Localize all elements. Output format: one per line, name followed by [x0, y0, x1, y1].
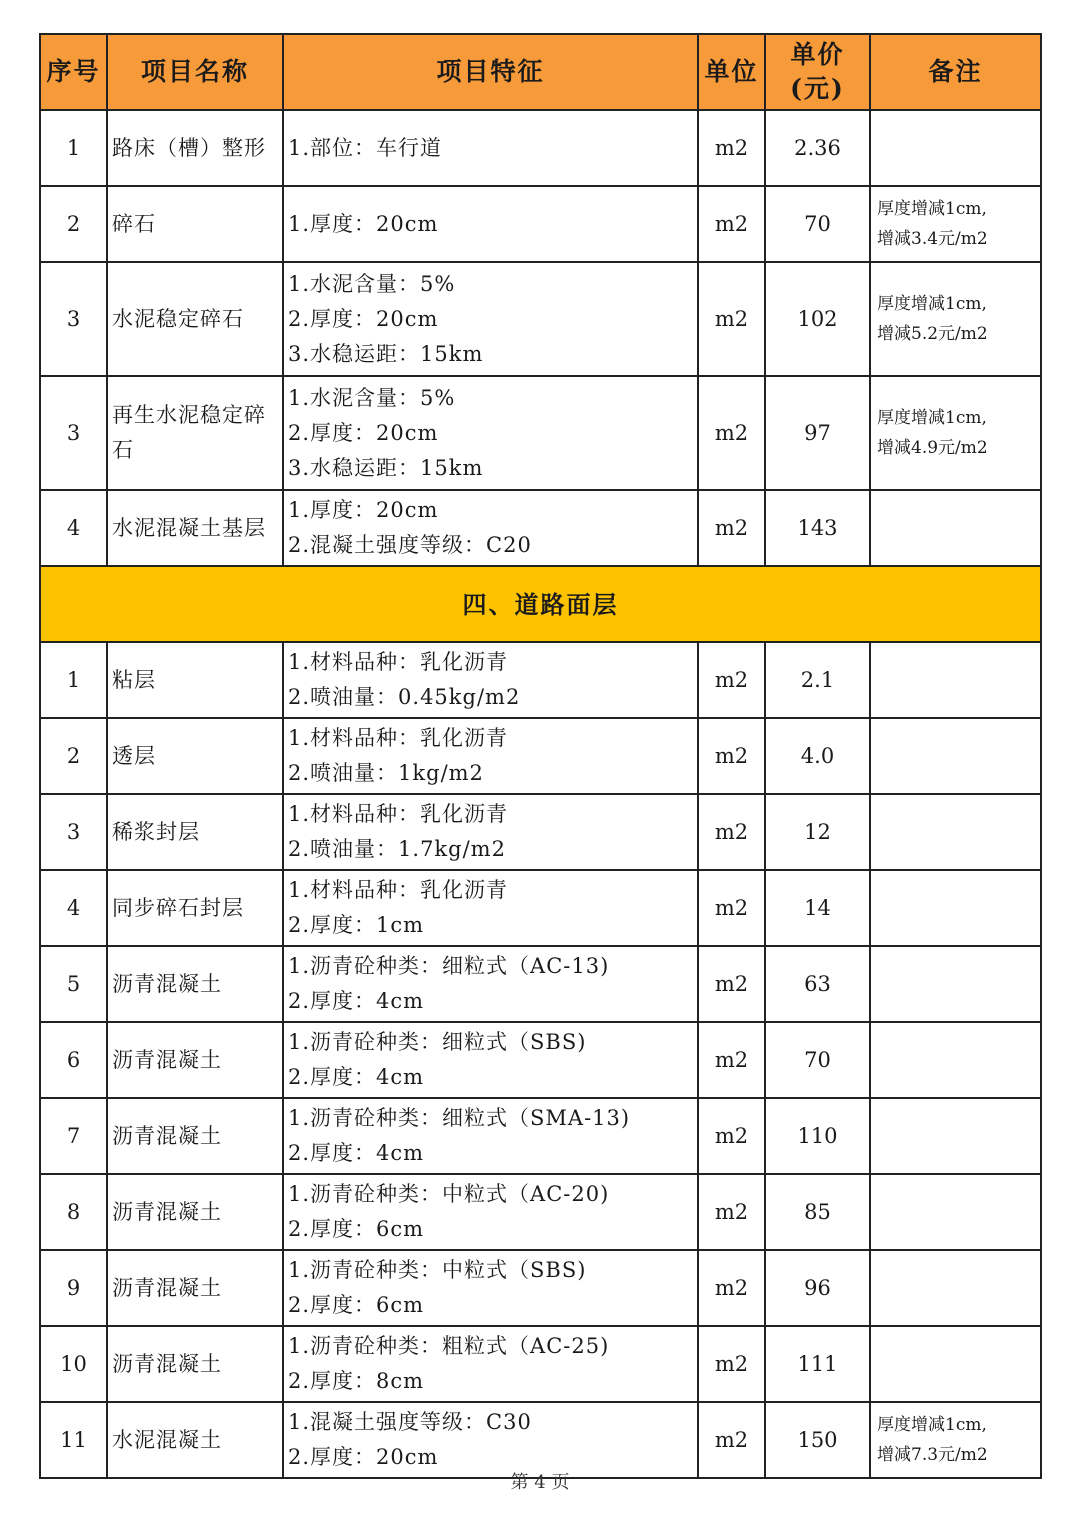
feature-line: 1.厚度：20cm — [288, 498, 439, 522]
row-no: 1 — [40, 110, 107, 186]
feature-line: 1.厚度：20cm — [288, 211, 439, 236]
note-line: 厚度增减1cm, — [877, 1415, 987, 1435]
row-no: 3 — [40, 376, 107, 490]
table-row — [40, 376, 1041, 490]
feature-line: 3.水稳运距：15km — [288, 341, 484, 366]
row-note — [870, 946, 1041, 1022]
row-note — [870, 870, 1041, 946]
table-row — [40, 110, 1041, 186]
feature-line: 1.水泥含量：5% — [288, 385, 456, 410]
row-name: 沥青混凝土 — [107, 1022, 283, 1098]
row-unit: m2 — [698, 718, 765, 794]
row-name: 稀浆封层 — [107, 794, 283, 870]
row-note — [870, 642, 1041, 718]
feature-line: 2.厚度：8cm — [288, 1369, 425, 1393]
row-price: 4.0 — [765, 718, 870, 794]
section-title: 四、道路面层 — [40, 566, 1041, 642]
feature-line: 2.厚度：20cm — [288, 306, 439, 331]
feature-line: 2.厚度：4cm — [288, 989, 425, 1013]
note-line: 厚度增减1cm, — [877, 294, 987, 314]
header-name: 项目名称 — [107, 34, 283, 110]
row-price: 70 — [765, 1022, 870, 1098]
row-name: 路床（槽）整形 — [107, 110, 283, 186]
row-features — [283, 1402, 698, 1478]
table-row — [40, 1250, 1041, 1326]
table-row — [40, 1402, 1041, 1478]
feature-line: 1.水泥含量：5% — [288, 271, 456, 296]
price-table — [39, 33, 1042, 1479]
row-price: 102 — [765, 262, 870, 376]
table-row — [40, 1326, 1041, 1402]
feature-line: 2.厚度：6cm — [288, 1293, 425, 1317]
feature-line: 2.厚度：1cm — [288, 913, 425, 937]
row-price: 12 — [765, 794, 870, 870]
row-note — [870, 110, 1041, 186]
row-note — [870, 262, 1041, 376]
row-name: 同步碎石封层 — [107, 870, 283, 946]
row-unit: m2 — [698, 1250, 765, 1326]
feature-line: 1.材料品种：乳化沥青 — [288, 802, 509, 826]
table-row — [40, 642, 1041, 718]
table-row — [40, 946, 1041, 1022]
feature-line: 1.沥青砼种类：细粒式（AC-13) — [288, 954, 610, 978]
row-name: 透层 — [107, 718, 283, 794]
row-unit: m2 — [698, 376, 765, 490]
row-price: 97 — [765, 376, 870, 490]
feature-line: 1.混凝土强度等级：C30 — [288, 1410, 532, 1434]
feature-line: 3.水稳运距：15km — [288, 455, 484, 480]
row-unit: m2 — [698, 186, 765, 262]
page-footer: 第 4 页 — [510, 1472, 570, 1493]
row-name: 沥青混凝土 — [107, 1098, 283, 1174]
row-name: 沥青混凝土 — [107, 1174, 283, 1250]
row-unit: m2 — [698, 870, 765, 946]
row-unit: m2 — [698, 1174, 765, 1250]
row-features — [283, 1174, 698, 1250]
header-price-line1: 单价 — [790, 40, 845, 69]
table-row — [40, 186, 1041, 262]
note-line: 增减3.4元/m2 — [877, 229, 988, 249]
row-price: 2.36 — [765, 110, 870, 186]
feature-line: 2.厚度：4cm — [288, 1065, 425, 1089]
note-line: 增减5.2元/m2 — [877, 324, 988, 344]
feature-line: 2.厚度：6cm — [288, 1217, 425, 1241]
feature-line: 2.厚度：4cm — [288, 1141, 425, 1165]
row-no: 2 — [40, 186, 107, 262]
row-unit: m2 — [698, 1326, 765, 1402]
row-no: 1 — [40, 642, 107, 718]
row-note — [870, 490, 1041, 566]
row-price: 150 — [765, 1402, 870, 1478]
row-note — [870, 794, 1041, 870]
note-line: 增减4.9元/m2 — [877, 438, 988, 458]
row-price: 70 — [765, 186, 870, 262]
row-no: 10 — [40, 1326, 107, 1402]
row-unit: m2 — [698, 642, 765, 718]
table-row — [40, 870, 1041, 946]
note-line: 厚度增减1cm, — [877, 199, 987, 219]
note-line: 厚度增减1cm, — [877, 408, 987, 428]
row-name: 水泥稳定碎石 — [107, 262, 283, 376]
feature-line: 2.混凝土强度等级：C20 — [288, 533, 532, 557]
row-no: 11 — [40, 1402, 107, 1478]
feature-line: 1.沥青砼种类：细粒式（SBS) — [288, 1030, 587, 1054]
header-price — [765, 34, 870, 110]
row-no: 2 — [40, 718, 107, 794]
feature-line: 2.厚度：20cm — [288, 1445, 439, 1469]
row-name: 再生水泥稳定碎石 — [107, 376, 283, 490]
table-body — [40, 110, 1041, 1478]
row-note — [870, 718, 1041, 794]
header-feature: 项目特征 — [283, 34, 698, 110]
table-row — [40, 1022, 1041, 1098]
row-note — [870, 186, 1041, 262]
row-features — [283, 186, 698, 262]
row-note — [870, 1098, 1041, 1174]
row-unit: m2 — [698, 1402, 765, 1478]
row-note — [870, 1402, 1041, 1478]
row-note — [870, 1174, 1041, 1250]
row-features — [283, 642, 698, 718]
row-features — [283, 946, 698, 1022]
row-name: 沥青混凝土 — [107, 1326, 283, 1402]
table-row — [40, 794, 1041, 870]
feature-line: 1.材料品种：乳化沥青 — [288, 650, 509, 674]
row-features — [283, 110, 698, 186]
row-unit: m2 — [698, 1022, 765, 1098]
row-name: 碎石 — [107, 186, 283, 262]
row-features — [283, 490, 698, 566]
row-no: 4 — [40, 870, 107, 946]
row-features — [283, 376, 698, 490]
row-no: 3 — [40, 794, 107, 870]
row-features — [283, 1098, 698, 1174]
row-features — [283, 1326, 698, 1402]
table-row — [40, 1174, 1041, 1250]
row-name: 水泥混凝土 — [107, 1402, 283, 1478]
note-line: 增减7.3元/m2 — [877, 1445, 988, 1465]
row-features — [283, 1250, 698, 1326]
row-price: 2.1 — [765, 642, 870, 718]
row-name: 沥青混凝土 — [107, 946, 283, 1022]
feature-line: 2.厚度：20cm — [288, 420, 439, 445]
row-note — [870, 1022, 1041, 1098]
row-price: 14 — [765, 870, 870, 946]
row-name: 沥青混凝土 — [107, 1250, 283, 1326]
feature-line: 1.材料品种：乳化沥青 — [288, 726, 509, 750]
row-features — [283, 794, 698, 870]
section-row — [40, 566, 1041, 642]
row-unit: m2 — [698, 490, 765, 566]
row-note — [870, 1250, 1041, 1326]
header-unit: 单位 — [698, 34, 765, 110]
row-unit: m2 — [698, 1098, 765, 1174]
row-no: 9 — [40, 1250, 107, 1326]
row-features — [283, 870, 698, 946]
row-note — [870, 376, 1041, 490]
row-no: 5 — [40, 946, 107, 1022]
row-no: 6 — [40, 1022, 107, 1098]
header-note: 备注 — [870, 34, 1041, 110]
row-features — [283, 262, 698, 376]
row-price: 85 — [765, 1174, 870, 1250]
header-no: 序号 — [40, 34, 107, 110]
feature-line: 1.沥青砼种类：中粒式（SBS) — [288, 1258, 587, 1282]
feature-line: 2.喷油量：1.7kg/m2 — [288, 837, 506, 861]
feature-line: 1.沥青砼种类：细粒式（SMA-13) — [288, 1106, 631, 1130]
feature-line: 1.沥青砼种类：粗粒式（AC-25) — [288, 1334, 610, 1358]
row-price: 143 — [765, 490, 870, 566]
row-unit: m2 — [698, 262, 765, 376]
row-features — [283, 1022, 698, 1098]
row-no: 3 — [40, 262, 107, 376]
row-name: 粘层 — [107, 642, 283, 718]
table-row — [40, 1098, 1041, 1174]
table-header-row — [40, 34, 1041, 110]
row-unit: m2 — [698, 946, 765, 1022]
row-unit: m2 — [698, 794, 765, 870]
feature-line: 1.沥青砼种类：中粒式（AC-20) — [288, 1182, 610, 1206]
header-price-line2: (元) — [790, 74, 845, 103]
row-price: 110 — [765, 1098, 870, 1174]
feature-line: 2.喷油量：0.45kg/m2 — [288, 685, 521, 709]
table-row — [40, 718, 1041, 794]
row-price: 63 — [765, 946, 870, 1022]
row-price: 96 — [765, 1250, 870, 1326]
row-no: 4 — [40, 490, 107, 566]
row-features — [283, 718, 698, 794]
row-no: 8 — [40, 1174, 107, 1250]
row-unit: m2 — [698, 110, 765, 186]
row-no: 7 — [40, 1098, 107, 1174]
table-row — [40, 490, 1041, 566]
table-row — [40, 262, 1041, 376]
row-price: 111 — [765, 1326, 870, 1402]
feature-line: 1.材料品种：乳化沥青 — [288, 878, 509, 902]
row-name: 水泥混凝土基层 — [107, 490, 283, 566]
row-note — [870, 1326, 1041, 1402]
feature-line: 1.部位：车行道 — [288, 135, 443, 160]
feature-line: 2.喷油量：1kg/m2 — [288, 761, 484, 785]
